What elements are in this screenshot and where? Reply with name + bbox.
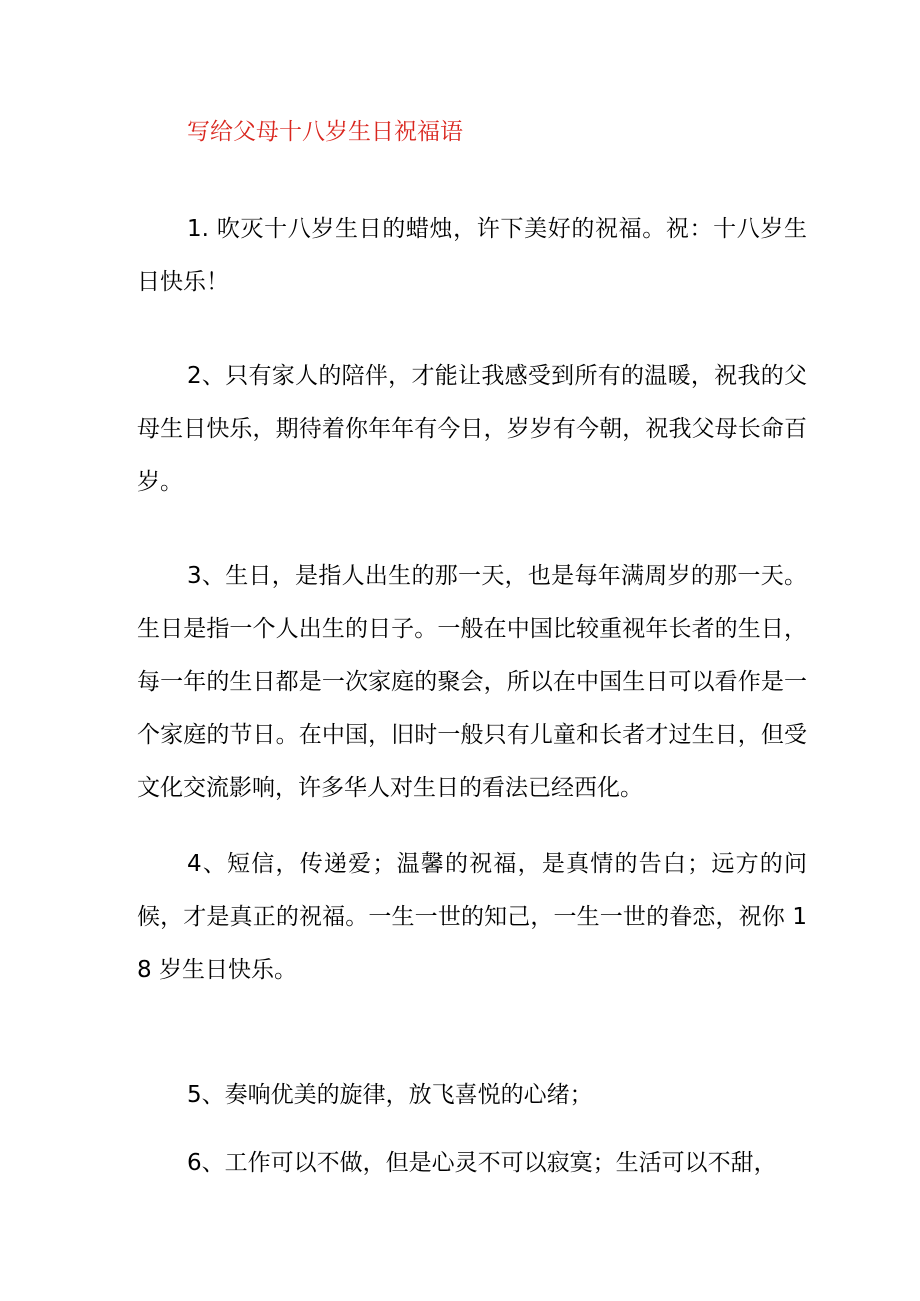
paragraph-4: 4、短信，传递爱；温馨的祝福，是真情的告白；远方的问候，才是真正的祝福。一生一世的知己，一生一世的眷恋，祝你 18 岁生日快乐。 xyxy=(137,851,807,983)
document-title: 写给父母十八岁生日祝福语 xyxy=(187,119,463,145)
paragraph-5: 5、奏响优美的旋律，放飞喜悦的心绪； xyxy=(187,1082,593,1108)
paragraph-6: 6、工作可以不做，但是心灵不可以寂寞；生活可以不甜， xyxy=(187,1150,777,1176)
paragraph-3: 3、生日，是指人出生的那一天，也是每年满周岁的那一天。生日是指一个人出生的日子。一般在中国比较重视年长者的生日，每一年的生日都是一次家庭的聚会，所以在中国生日可以看作是一个家庭的节日。在中国，旧时一般只有儿童和长者才过生日，但受文化交流影响，许多华人对生日的看法已经西化。 xyxy=(137,563,807,801)
paragraph-2: 2、只有家人的陪伴，才能让我感受到所有的温暖，祝我的父母生日快乐，期待着你年年有今日，岁岁有今朝，祝我父母长命百岁。 xyxy=(137,363,807,495)
paragraph-1: 1. 吹灭十八岁生日的蜡烛，许下美好的祝福。祝：十八岁生日快乐！ xyxy=(137,216,807,295)
